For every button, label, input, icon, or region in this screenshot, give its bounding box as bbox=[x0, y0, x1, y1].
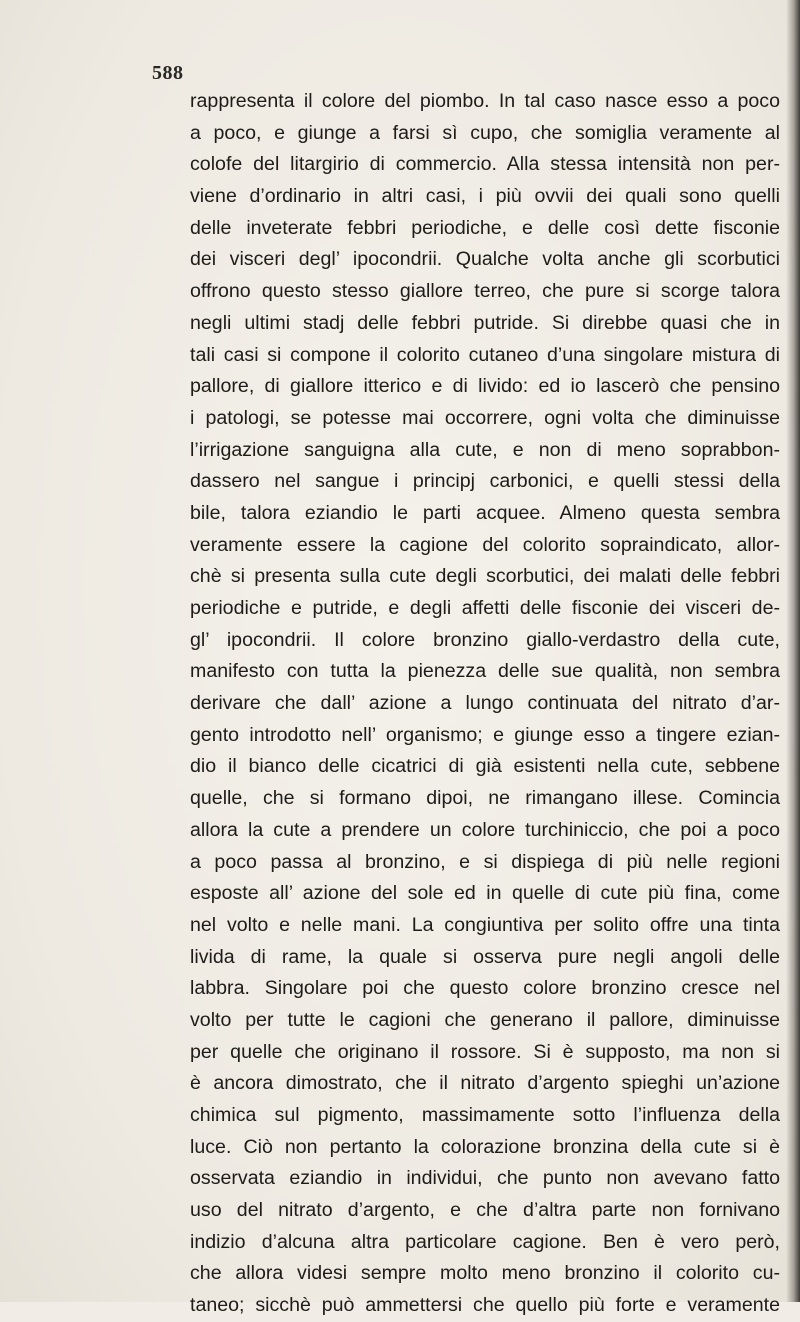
text-line: uso del nitrato d’argento, e che d’altra parte non fornivano bbox=[190, 1199, 780, 1222]
text-line: che allora videsi sempre molto meno bronzino il colorito cu- bbox=[190, 1262, 780, 1285]
page-number: 588 bbox=[152, 62, 184, 84]
text-line: gl’ ipocondrii. Il colore bronzino giallo-verdastro della cute, bbox=[190, 628, 780, 651]
body-text bbox=[190, 86, 780, 1322]
text-line: colofe del litargirio di commercio. Alla stessa intensità non per- bbox=[190, 153, 780, 176]
text-line: labbra. Singolare poi che questo colore bronzino cresce nel bbox=[190, 977, 780, 1000]
text-line: per quelle che originano il rossore. Si è supposto, ma non si bbox=[190, 1040, 780, 1063]
text-line: derivare che dall’ azione a lungo continuata del nitrato d’ar- bbox=[190, 692, 780, 715]
text-line: l’irrigazione sanguigna alla cute, e non di meno soprabbon- bbox=[190, 438, 780, 461]
text-line: pallore, di giallore itterico e di livido: ed io lascerò che pensino bbox=[190, 375, 780, 398]
text-line: osservata eziandio in individui, che punto non avevano fatto bbox=[190, 1167, 780, 1190]
text-line: gento introdotto nell’ organismo; e giunge esso a tingere ezian- bbox=[190, 723, 780, 746]
text-line: allora la cute a prendere un colore turchiniccio, che poi a poco bbox=[190, 818, 780, 841]
text-line: chimica sul pigmento, massimamente sotto l’influenza della bbox=[190, 1104, 780, 1126]
text-line: è ancora dimostrato, che il nitrato d’argento spieghi un’azione bbox=[190, 1072, 780, 1095]
text-line: rappresenta il colore del piombo. In tal caso nasce esso a poco bbox=[190, 90, 780, 112]
text-line: delle inveterate febbri periodiche, e delle così dette fisconie bbox=[190, 216, 780, 239]
text-line: indizio d’alcuna altra particolare cagione. Ben è vero però, bbox=[190, 1230, 780, 1253]
text-line: viene d’ordinario in altri casi, i più ovvii dei quali sono quelli bbox=[190, 185, 780, 208]
text-line: taneo; sicchè può ammettersi che quello più forte e veramente bbox=[190, 1294, 780, 1317]
text-line: dio il bianco delle cicatrici di già esistenti nella cute, sebbene bbox=[190, 755, 780, 778]
text-line: esposte all’ azione del sole ed in quelle di cute più fina, come bbox=[190, 882, 780, 905]
text-line: livida di rame, la quale si osserva pure negli angoli delle bbox=[190, 945, 780, 968]
text-line: a poco, e giunge a farsi sì cupo, che somiglia veramente al bbox=[190, 121, 780, 144]
text-line: negli ultimi stadj delle febbri putride. Si direbbe quasi che in bbox=[190, 311, 780, 334]
text-line: bile, talora eziandio le parti acquee. Almeno questa sembra bbox=[190, 501, 780, 524]
text-line: manifesto con tutta la pienezza delle sue qualità, non sembra bbox=[190, 660, 780, 683]
text-line: volto per tutte le cagioni che generano il pallore, diminuisse bbox=[190, 1008, 780, 1031]
text-line: nel volto e nelle mani. La congiuntiva per solito offre una tinta bbox=[190, 913, 780, 936]
text-line: tali casi si compone il colorito cutaneo d’una singolare mistura di bbox=[190, 343, 780, 366]
text-line: i patologi, se potesse mai occorrere, ogni volta che diminuisse bbox=[190, 406, 780, 429]
text-line: dassero nel sangue i principj carbonici, e quelli stessi della bbox=[190, 470, 780, 493]
text-line: a poco passa al bronzino, e si dispiega di più nelle regioni bbox=[190, 850, 780, 873]
page-edge-shadow bbox=[786, 0, 800, 1302]
text-line: dei visceri degl’ ipocondrii. Qualche volta anche gli scorbutici bbox=[190, 248, 780, 271]
text-line: luce. Ciò non pertanto la colorazione bronzina della cute si è bbox=[190, 1135, 780, 1158]
text-line: chè si presenta sulla cute degli scorbutici, dei malati delle febbri bbox=[190, 565, 780, 588]
text-line: quelle, che si formano dipoi, ne rimangano illese. Comincia bbox=[190, 787, 780, 810]
text-line: periodiche e putride, e degli affetti delle fisconie dei visceri de- bbox=[190, 597, 780, 619]
text-line: veramente essere la cagione del colorito sopraindicato, allor- bbox=[190, 533, 780, 556]
text-line: offrono questo stesso giallore terreo, che pure si scorge talora bbox=[190, 280, 780, 303]
